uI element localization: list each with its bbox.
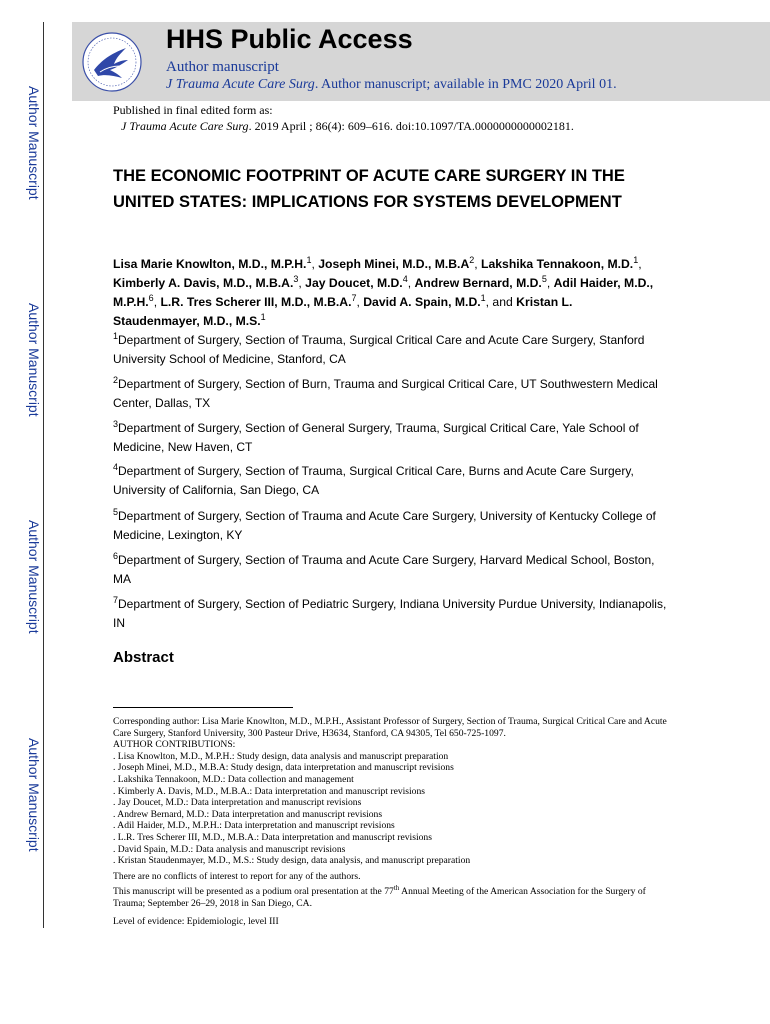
author-affiliation-mark: 3 [293,273,299,284]
side-label-author-manuscript: Author Manuscript [26,738,42,852]
affiliation-number: 4 [113,462,119,472]
side-label-author-manuscript: Author Manuscript [26,86,42,200]
level-of-evidence [113,916,673,928]
author-affiliation-mark: 2 [469,254,475,265]
presentation-note [113,886,673,909]
author-separator: , [407,276,415,290]
affiliation [113,375,673,413]
author-affiliation-mark: 1 [306,254,312,265]
citation-line [113,118,574,134]
affiliation [113,331,673,369]
author-name: Kristan L. Staudenmayer, M.D., M.S. [113,295,573,328]
author-separator: , and [485,295,517,309]
side-label-author-manuscript: Author Manuscript [26,303,42,417]
citation-journal: J Trauma Acute Care Surg [121,119,249,133]
author-affiliation-mark: 1 [480,292,486,303]
contribution-item: . L.R. Tres Scherer III, M.D., M.B.A.: Data interpretation and manuscript revisions [113,831,432,843]
author-separator: , [153,295,161,309]
hhs-header [72,22,770,101]
author-separator: , [356,295,364,309]
citation-details: . 2019 April ; 86(4): 609–616. doi:10.1097/TA.0000000000002181. [248,119,574,133]
author-affiliation-mark: 5 [541,273,547,284]
abstract-heading: Abstract [113,649,174,666]
presentation-ordinal: th [393,884,400,893]
contribution-item: . David Spain, M.D.: Data analysis and manuscript revisions [113,843,346,855]
author-manuscript-label: Author manuscript [166,59,279,75]
author-name: Kimberly A. Davis, M.D., M.B.A. [113,276,294,290]
hhs-public-access-title: HHS Public Access [166,24,413,54]
contribution-item: . Kristan Staudenmayer, M.D., M.S.: Study design, data analysis, and manuscript preparation [113,855,471,867]
affiliation-number: 5 [113,507,119,517]
affiliation-number: 7 [113,595,119,605]
contribution-item: . Lakshika Tennakoon, M.D.: Data collection and management [113,773,354,785]
availability-text: . Author manuscript; available in PMC 2020 April 01. [314,77,617,92]
contribution-item: . Andrew Bernard, M.D.: Data interpretation and manuscript revisions [113,808,383,820]
author-separator: , [546,276,554,290]
contribution-item: . Jay Doucet, M.D.: Data interpretation and manuscript revisions [113,797,362,809]
affiliation-text: Department of Surgery, Section of Burn, Trauma and Surgical Critical Care, UT Southwestern Medical Center, Dallas, TX [113,377,658,410]
author-affiliation-mark: 1 [260,311,266,322]
affiliation-text: Department of Surgery, Section of Trauma and Acute Care Surgery, Harvard Medical School, Boston, MA [113,553,655,586]
presentation-text-end: Annual Meeting of the American Association for the Surgery of Trauma; September 26–29, 2018 in San Diego, CA. [113,886,646,909]
author-name: L.R. Tres Scherer III, M.D., M.B.A. [160,295,352,309]
author-affiliation-mark: 7 [351,292,357,303]
affiliation-number: 3 [113,419,119,429]
conflicts-statement: There are no conflicts of interest to report for any of the authors. [113,870,361,882]
evidence-value: : Epidemiologic, level III [181,915,279,927]
hhs-eagle-logo-icon [80,30,144,94]
affiliation-text: Department of Surgery, Section of Trauma and Acute Care Surgery, University of Kentucky College of Medicine, Lexington, KY [113,509,656,542]
author-name: Joseph Minei, M.D., M.B.A [318,257,470,271]
affiliation [113,462,673,500]
contribution-item: . Kimberly A. Davis, M.D., M.B.A.: Data interpretation and manuscript revisions [113,785,426,797]
affiliation-number: 1 [113,331,119,341]
article-title: THE ECONOMIC FOOTPRINT OF ACUTE CARE SURGERY IN THE UNITED STATES: IMPLICATIONS FOR SYSTEMS DEVELOPMENT [113,167,625,211]
author-separator: , [298,276,306,290]
affiliation [113,595,673,633]
author-affiliation-mark: 1 [633,254,639,265]
footnote-divider [113,707,293,708]
author-list [113,255,661,331]
affiliation [113,507,673,545]
footnotes [113,716,673,927]
published-label: Published in final edited form as: [113,103,273,117]
author-name: Adil Haider, M.D., M.P.H. [113,276,654,309]
author-name: David A. Spain, M.D. [363,295,481,309]
author-affiliation-mark: 4 [402,273,408,284]
evidence-label: Level of evidence [113,915,182,927]
affiliation-text: Department of Surgery, Section of Pediatric Surgery, Indiana University Purdue University, Indianapolis, IN [113,597,667,630]
availability-line [166,77,617,93]
author-affiliation-mark: 6 [148,292,154,303]
author-name: Lakshika Tennakoon, M.D. [481,257,634,271]
journal-name: J Trauma Acute Care Surg [166,77,315,92]
affiliation-text: Department of Surgery, Section of Trauma, Surgical Critical Care, Burns and Acute Care Surgery, University of California, San Diego, CA [113,464,634,497]
presentation-text: This manuscript will be presented as a podium oral presentation at the 77 [113,886,394,898]
contribution-item: . Lisa Knowlton, M.D., M.P.H.: Study design, data analysis and manuscript preparation [113,750,449,762]
affiliation-text: Department of Surgery, Section of General Surgery, Trauma, Surgical Critical Care, Yale School of Medicine, New Haven, CT [113,421,639,454]
contribution-item: . Adil Haider, M.D., M.P.H.: Data interpretation and manuscript revisions [113,820,395,832]
contributions-heading: AUTHOR CONTRIBUTIONS: [113,739,236,751]
author-name: Andrew Bernard, M.D. [414,276,542,290]
author-name: Lisa Marie Knowlton, M.D., M.P.H. [113,257,307,271]
affiliation [113,551,673,589]
author-separator: , [638,257,642,271]
published-citation [113,102,574,134]
side-rule [43,22,44,928]
corresponding-author: Corresponding author: Lisa Marie Knowlton, M.D., M.P.H., Assistant Professor of Surgery, Section of Trauma, Surgical Critical Care and Acute Care Surgery, Stanford University, 300 Pasteur Drive, H3634, Stanford, CA 94305, Tel 650-725-1097. [113,716,667,739]
affiliation [113,419,673,457]
affiliation-text: Department of Surgery, Section of Trauma, Surgical Critical Care and Acute Care Surgery, Stanford University School of Medicine, Stanford, CA [113,333,645,366]
author-name: Jay Doucet, M.D. [305,276,403,290]
affiliation-number: 2 [113,375,119,385]
author-separator: , [311,257,319,271]
affiliation-number: 6 [113,551,119,561]
contribution-item: . Joseph Minei, M.D., M.B.A: Study design, data interpretation and manuscript revisions [113,762,454,774]
side-label-author-manuscript: Author Manuscript [26,520,42,634]
author-separator: , [474,257,482,271]
